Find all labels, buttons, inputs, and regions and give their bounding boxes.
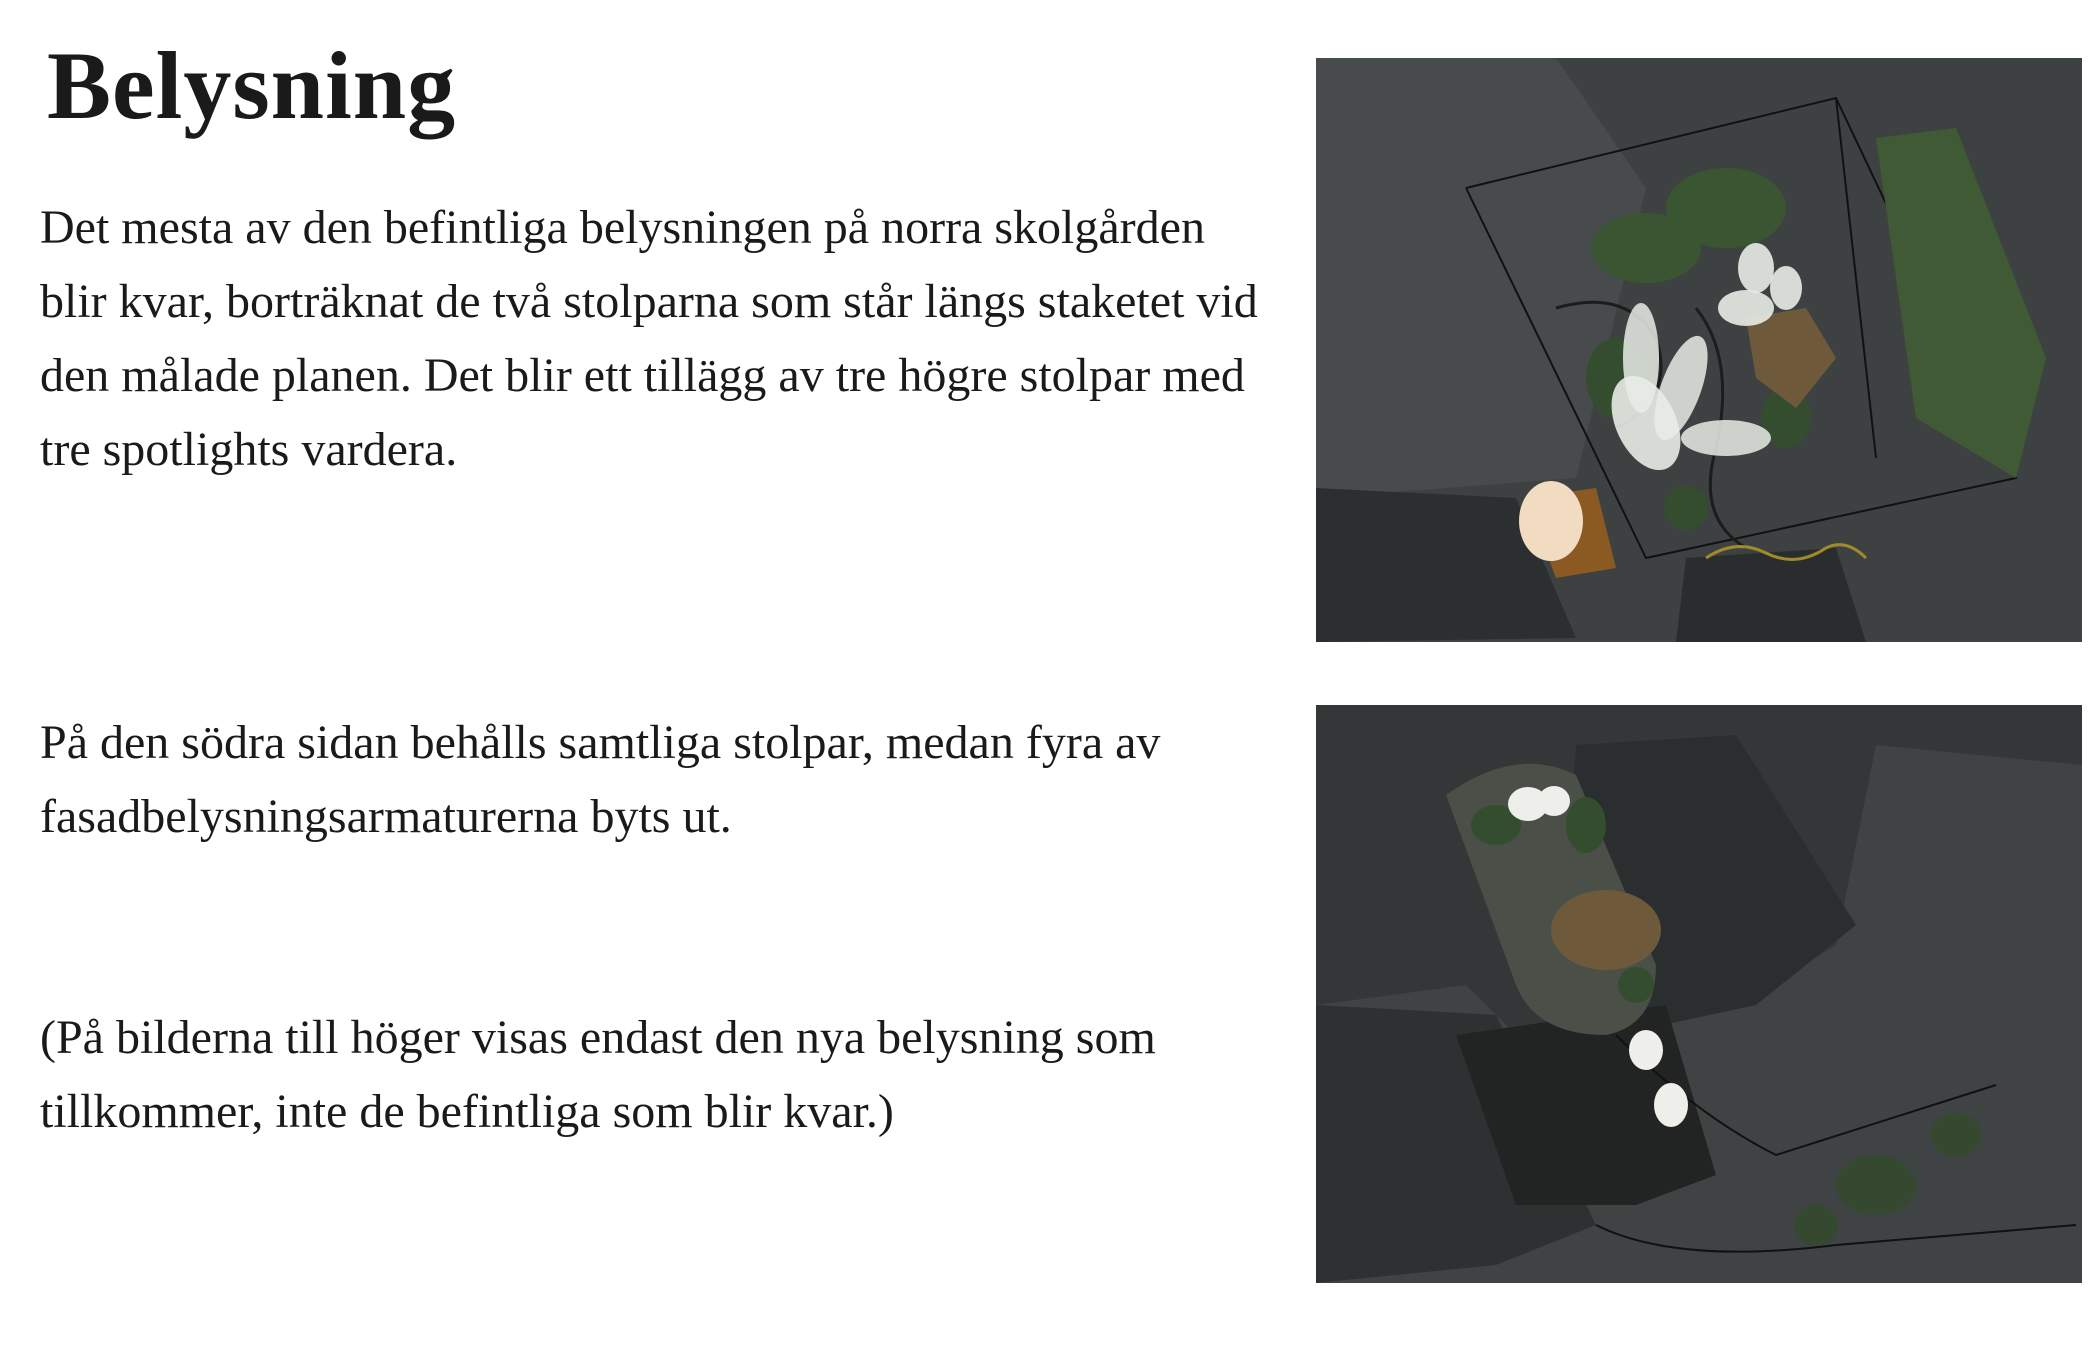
paragraph-north-lighting: Det mesta av den befintliga belysningen på norra skolgården blir kvar, borträknat de två stolparna som står längs staketet vid den målade planen. Det blir ett tillägg av tre högre stolpar med tre spotlights vardera. <box>40 201 1258 476</box>
south-map-drawing <box>1316 705 2082 1283</box>
south-schoolyard-lighting-map <box>1316 705 2082 1283</box>
paragraph-south-lighting: På den södra sidan behålls samtliga stolpar, medan fyra av fasadbelysningsarmaturerna byts ut. <box>40 716 1161 843</box>
page-title: Belysning <box>47 32 457 139</box>
north-schoolyard-lighting-map <box>1316 58 2082 642</box>
north-map-drawing <box>1316 58 2082 642</box>
paragraph-note: (På bilderna till höger visas endast den nya belysning som tillkommer, inte de befintliga som blir kvar.) <box>40 1011 1156 1138</box>
